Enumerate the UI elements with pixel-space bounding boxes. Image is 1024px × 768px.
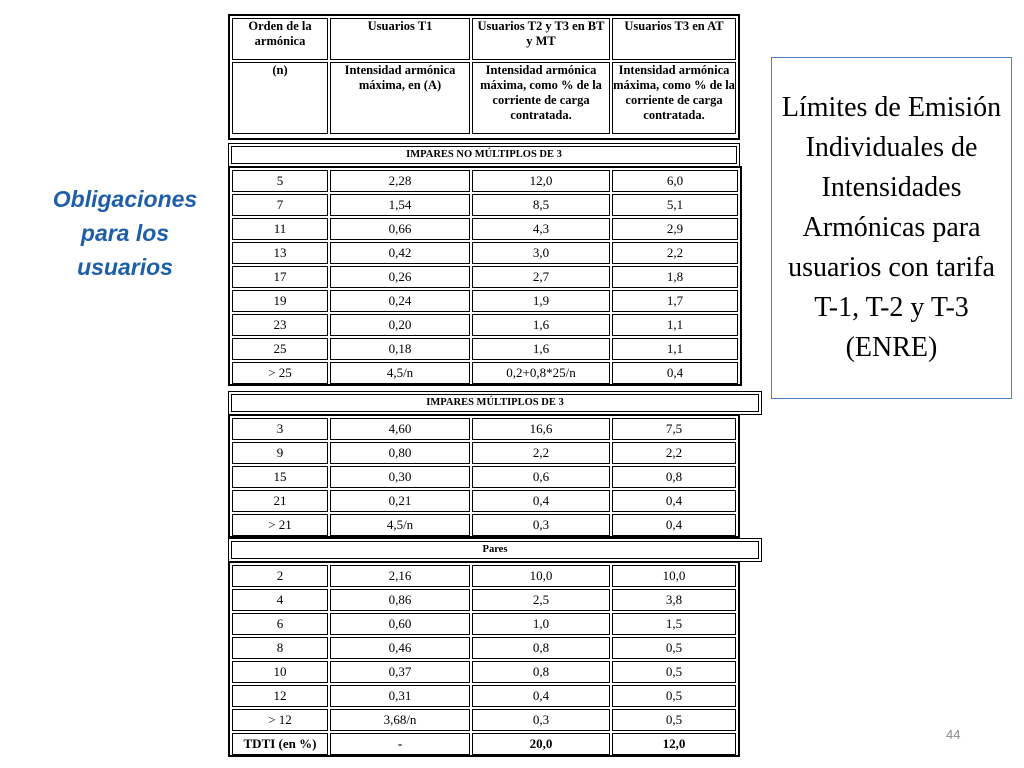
table-cell: 1,9 (472, 290, 610, 312)
table-row (232, 338, 738, 360)
table-cell: 0,8 (472, 637, 610, 659)
section-title-bar (228, 143, 740, 167)
table-cell: 0,24 (330, 290, 470, 312)
table-cell: 7 (232, 194, 328, 216)
table-cell: 1,6 (472, 338, 610, 360)
table-cell: > 12 (232, 709, 328, 731)
table-cell: 1,1 (612, 314, 738, 336)
table-cell: 6,0 (612, 170, 738, 192)
table-cell: 3,68/n (330, 709, 470, 731)
table-cell: 0,3 (472, 709, 610, 731)
table-cell: 19 (232, 290, 328, 312)
header-sub-t1: Intensidad armónica máxima, en (A) (330, 62, 470, 134)
table-row (232, 442, 736, 464)
table-cell: 11 (232, 218, 328, 240)
section-title: Pares (231, 541, 759, 559)
table-cell: 0,80 (330, 442, 470, 464)
table-row (232, 709, 736, 731)
table-cell: 12 (232, 685, 328, 707)
table-cell: 1,54 (330, 194, 470, 216)
header-col-t1: Usuarios T1 (330, 18, 470, 60)
table-cell: 0,31 (330, 685, 470, 707)
table-cell: 8 (232, 637, 328, 659)
total-row (232, 733, 736, 755)
header-sub-order: (n) (232, 62, 328, 134)
table-cell: 0,21 (330, 490, 470, 512)
table-cell: 0,3 (472, 514, 610, 536)
table-cell: 4,5/n (330, 514, 470, 536)
table-cell: 0,5 (612, 637, 736, 659)
table-cell: 2,2 (472, 442, 610, 464)
table-cell: 2,28 (330, 170, 470, 192)
description-text: Límites de Emisión Individuales de Intensidades Armónicas para usuarios con tarifa T-1, T-2 y T-3 (ENRE) (781, 92, 1002, 363)
table-cell: 25 (232, 338, 328, 360)
table-row (232, 685, 736, 707)
header-col-order: Orden de la armónica (232, 18, 328, 60)
page-number: 44 (946, 727, 961, 742)
table-cell: 4,60 (330, 418, 470, 440)
table-cell: 0,4 (612, 362, 738, 384)
description-box (771, 57, 1012, 399)
table-cell: 3,8 (612, 589, 736, 611)
table-row (232, 466, 736, 488)
table-cell: 0,5 (612, 685, 736, 707)
table-cell: 4,3 (472, 218, 610, 240)
table-row (232, 490, 736, 512)
table-cell: 0,6 (472, 466, 610, 488)
table-cell: 0,26 (330, 266, 470, 288)
table-cell: 2,2 (612, 242, 738, 264)
table-cell: 0,37 (330, 661, 470, 683)
table-cell: 10,0 (612, 565, 736, 587)
table-cell: 2,2 (612, 442, 736, 464)
table-cell: 21 (232, 490, 328, 512)
table-cell: 16,6 (472, 418, 610, 440)
section-title: IMPARES NO MÚLTIPLOS DE 3 (231, 146, 737, 164)
total-cell: - (330, 733, 470, 755)
table-cell: 2,7 (472, 266, 610, 288)
table-row (232, 218, 738, 240)
table-cell: 1,1 (612, 338, 738, 360)
table-cell: > 21 (232, 514, 328, 536)
table-cell: 0,2+0,8*25/n (472, 362, 610, 384)
table-cell: 12,0 (472, 170, 610, 192)
table-cell: 1,0 (472, 613, 610, 635)
table-cell: 0,66 (330, 218, 470, 240)
table-cell: 10,0 (472, 565, 610, 587)
table-cell: 15 (232, 466, 328, 488)
table-cell: 23 (232, 314, 328, 336)
table-row (232, 637, 736, 659)
total-cell: 12,0 (612, 733, 736, 755)
table-row (232, 170, 738, 192)
section-table (228, 561, 740, 757)
header-sub-t3at: Intensidad armónica máxima, como % de la corriente de carga contratada. (612, 62, 736, 134)
table-row (232, 565, 736, 587)
section-title-bar (228, 538, 762, 562)
table-cell: 1,5 (612, 613, 736, 635)
table-cell: 0,30 (330, 466, 470, 488)
table-cell: 3,0 (472, 242, 610, 264)
table-cell: 2,9 (612, 218, 738, 240)
table-header (228, 14, 740, 140)
header-col-t2t3: Usuarios T2 y T3 en BT y MT (472, 18, 610, 60)
total-cell: 20,0 (472, 733, 610, 755)
table-cell: 10 (232, 661, 328, 683)
table-cell: 0,86 (330, 589, 470, 611)
table-cell: 13 (232, 242, 328, 264)
table-row (232, 418, 736, 440)
table-cell: 7,5 (612, 418, 736, 440)
table-row (232, 514, 736, 536)
table-cell: 8,5 (472, 194, 610, 216)
table-cell: 0,8 (472, 661, 610, 683)
table-cell: 2 (232, 565, 328, 587)
total-cell: TDTI (en %) (232, 733, 328, 755)
table-row (232, 613, 736, 635)
table-cell: 0,4 (612, 514, 736, 536)
table-row (232, 362, 738, 384)
table-cell: 0,4 (612, 490, 736, 512)
table-cell: 2,5 (472, 589, 610, 611)
table-cell: 6 (232, 613, 328, 635)
table-cell: 0,5 (612, 661, 736, 683)
table-row (232, 290, 738, 312)
table-cell: 4,5/n (330, 362, 470, 384)
table-cell: 17 (232, 266, 328, 288)
section-table (228, 166, 742, 386)
table-row (232, 661, 736, 683)
table-cell: > 25 (232, 362, 328, 384)
table-row (232, 242, 738, 264)
table-row (232, 314, 738, 336)
table-row (232, 589, 736, 611)
table-cell: 0,8 (612, 466, 736, 488)
section-title-bar (228, 391, 762, 415)
table-cell: 0,4 (472, 685, 610, 707)
table-cell: 1,7 (612, 290, 738, 312)
header-col-t3at: Usuarios T3 en AT (612, 18, 736, 60)
table-cell: 5,1 (612, 194, 738, 216)
table-cell: 0,46 (330, 637, 470, 659)
table-row (232, 194, 738, 216)
table-cell: 0,18 (330, 338, 470, 360)
table-cell: 0,60 (330, 613, 470, 635)
table-cell: 5 (232, 170, 328, 192)
table-cell: 1,6 (472, 314, 610, 336)
table-cell: 1,8 (612, 266, 738, 288)
table-cell: 0,4 (472, 490, 610, 512)
header-sub-t2t3: Intensidad armónica máxima, como % de la corriente de carga contratada. (472, 62, 610, 134)
table-cell: 4 (232, 589, 328, 611)
table-row (232, 266, 738, 288)
table-cell: 0,20 (330, 314, 470, 336)
table-cell: 2,16 (330, 565, 470, 587)
table-cell: 0,5 (612, 709, 736, 731)
section-title: IMPARES MÚLTIPLOS DE 3 (231, 394, 759, 412)
table-cell: 3 (232, 418, 328, 440)
table-cell: 9 (232, 442, 328, 464)
section-table (228, 414, 740, 538)
left-title: Obligaciones para los usuarios (52, 186, 198, 280)
table-cell: 0,42 (330, 242, 470, 264)
